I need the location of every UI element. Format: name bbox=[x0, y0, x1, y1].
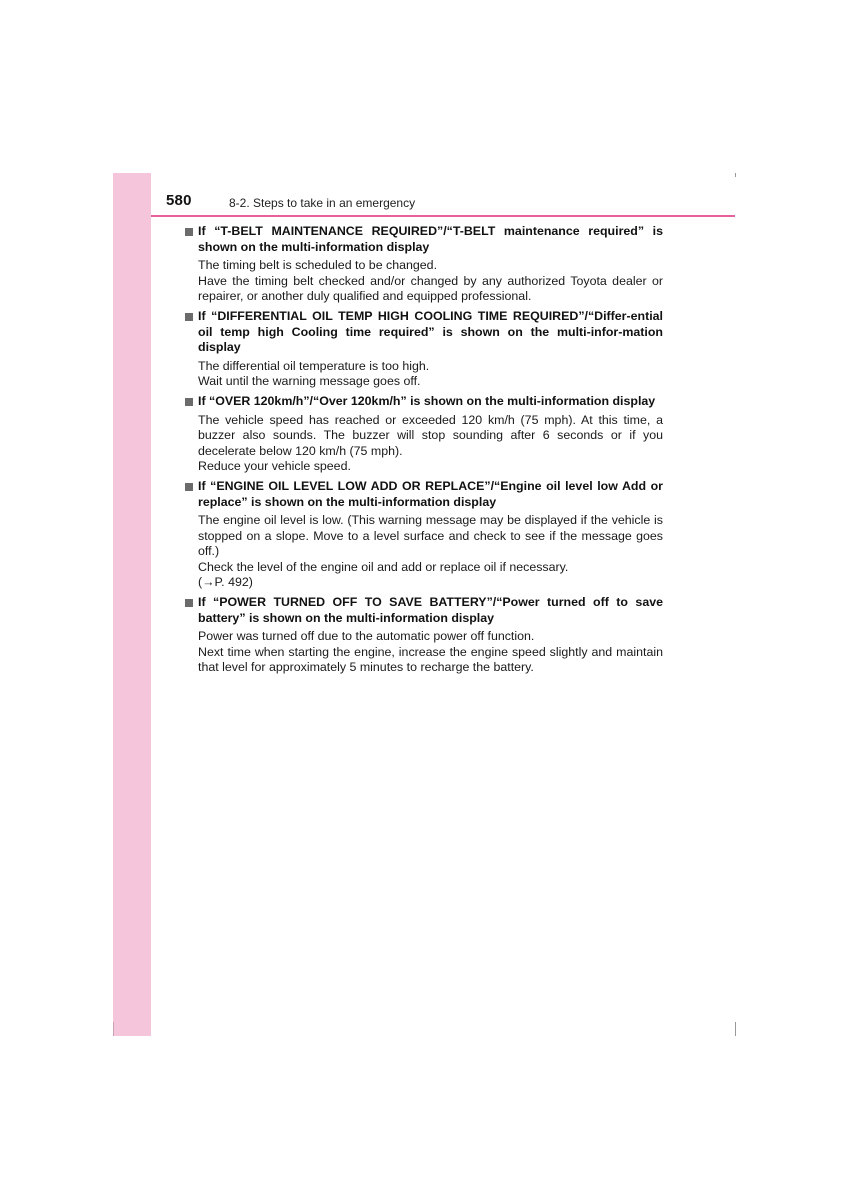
entry-body bbox=[185, 359, 663, 390]
entry-heading-text: If “DIFFERENTIAL OIL TEMP HIGH COOLING TIME REQUIRED”/“Differ-ential oil temp high Cooling time required” is shown on the multi-infor-mation display bbox=[198, 308, 663, 355]
entry-body bbox=[185, 413, 663, 475]
crop-mark-top-right bbox=[735, 173, 736, 177]
entry-paragraph: The vehicle speed has reached or exceeded 120 km/h (75 mph). At this time, a buzzer also sounds. The buzzer will stop sounding after 6 seconds or if you decelerate below 120 km/h (75 mph). bbox=[198, 412, 663, 458]
entry-paragraph: Reduce your vehicle speed. bbox=[198, 459, 351, 474]
entry-heading bbox=[185, 394, 663, 410]
entry-heading bbox=[185, 309, 663, 356]
entry-heading-text: If “T-BELT MAINTENANCE REQUIRED”/“T-BELT maintenance required” is shown on the multi-information display bbox=[198, 224, 663, 254]
section-title: 8-2. Steps to take in an emergency bbox=[229, 196, 416, 210]
entry-engine-oil-level bbox=[185, 479, 663, 591]
entry-heading-text: If “OVER 120km/h”/“Over 120km/h” is shown on the multi-information display bbox=[198, 393, 656, 408]
entry-paragraph: Check the level of the engine oil and add or replace oil if necessary. bbox=[198, 559, 569, 574]
crop-mark-bottom-left bbox=[113, 1022, 114, 1036]
entry-heading bbox=[185, 224, 663, 255]
entry-body bbox=[185, 258, 663, 305]
entry-differential-oil-temp bbox=[185, 309, 663, 390]
square-bullet-icon bbox=[185, 483, 193, 491]
entry-heading bbox=[185, 595, 663, 626]
entry-paragraph: Next time when starting the engine, increase the engine speed slightly and maintain that level for approximately 5 minutes to recharge the battery. bbox=[198, 644, 663, 675]
entry-paragraph: The engine oil level is low. (This warning message may be displayed if the vehicle is stopped on a slope. Move to a level surface and check to see if the message goes off.) bbox=[198, 513, 663, 559]
square-bullet-icon bbox=[185, 228, 193, 236]
crop-mark-bottom-right bbox=[735, 1022, 736, 1036]
square-bullet-icon bbox=[185, 313, 193, 321]
content-area bbox=[185, 224, 663, 680]
entry-paragraph: The differential oil temperature is too high. bbox=[198, 358, 430, 373]
entry-heading-text: If “ENGINE OIL LEVEL LOW ADD OR REPLACE”/“Engine oil level low Add or replace” is shown on the multi-information display bbox=[198, 478, 663, 509]
page-reference-link[interactable]: (→P. 492) bbox=[198, 575, 253, 590]
entry-body bbox=[185, 513, 663, 591]
page-number: 580 bbox=[166, 192, 192, 209]
entry-paragraph: Have the timing belt checked and/or changed by any authorized Toyota dealer or repairer, or another duly qualified and equipped professional. bbox=[198, 273, 663, 304]
entry-heading bbox=[185, 479, 663, 510]
square-bullet-icon bbox=[185, 599, 193, 607]
entry-over-speed bbox=[185, 394, 663, 475]
entry-paragraph: The timing belt is scheduled to be changed. bbox=[198, 258, 438, 273]
entry-body bbox=[185, 629, 663, 676]
chapter-tab-band bbox=[113, 173, 151, 1036]
entry-paragraph: Wait until the warning message goes off. bbox=[198, 374, 421, 389]
header-rule bbox=[151, 215, 735, 217]
entry-paragraph: Power was turned off due to the automatic power off function. bbox=[198, 629, 535, 644]
square-bullet-icon bbox=[185, 398, 193, 406]
entry-heading-text: If “POWER TURNED OFF TO SAVE BATTERY”/“Power turned off to save battery” is shown on the multi-information display bbox=[198, 595, 663, 625]
entry-tbelt-maintenance bbox=[185, 224, 663, 305]
entry-power-turned-off bbox=[185, 595, 663, 676]
